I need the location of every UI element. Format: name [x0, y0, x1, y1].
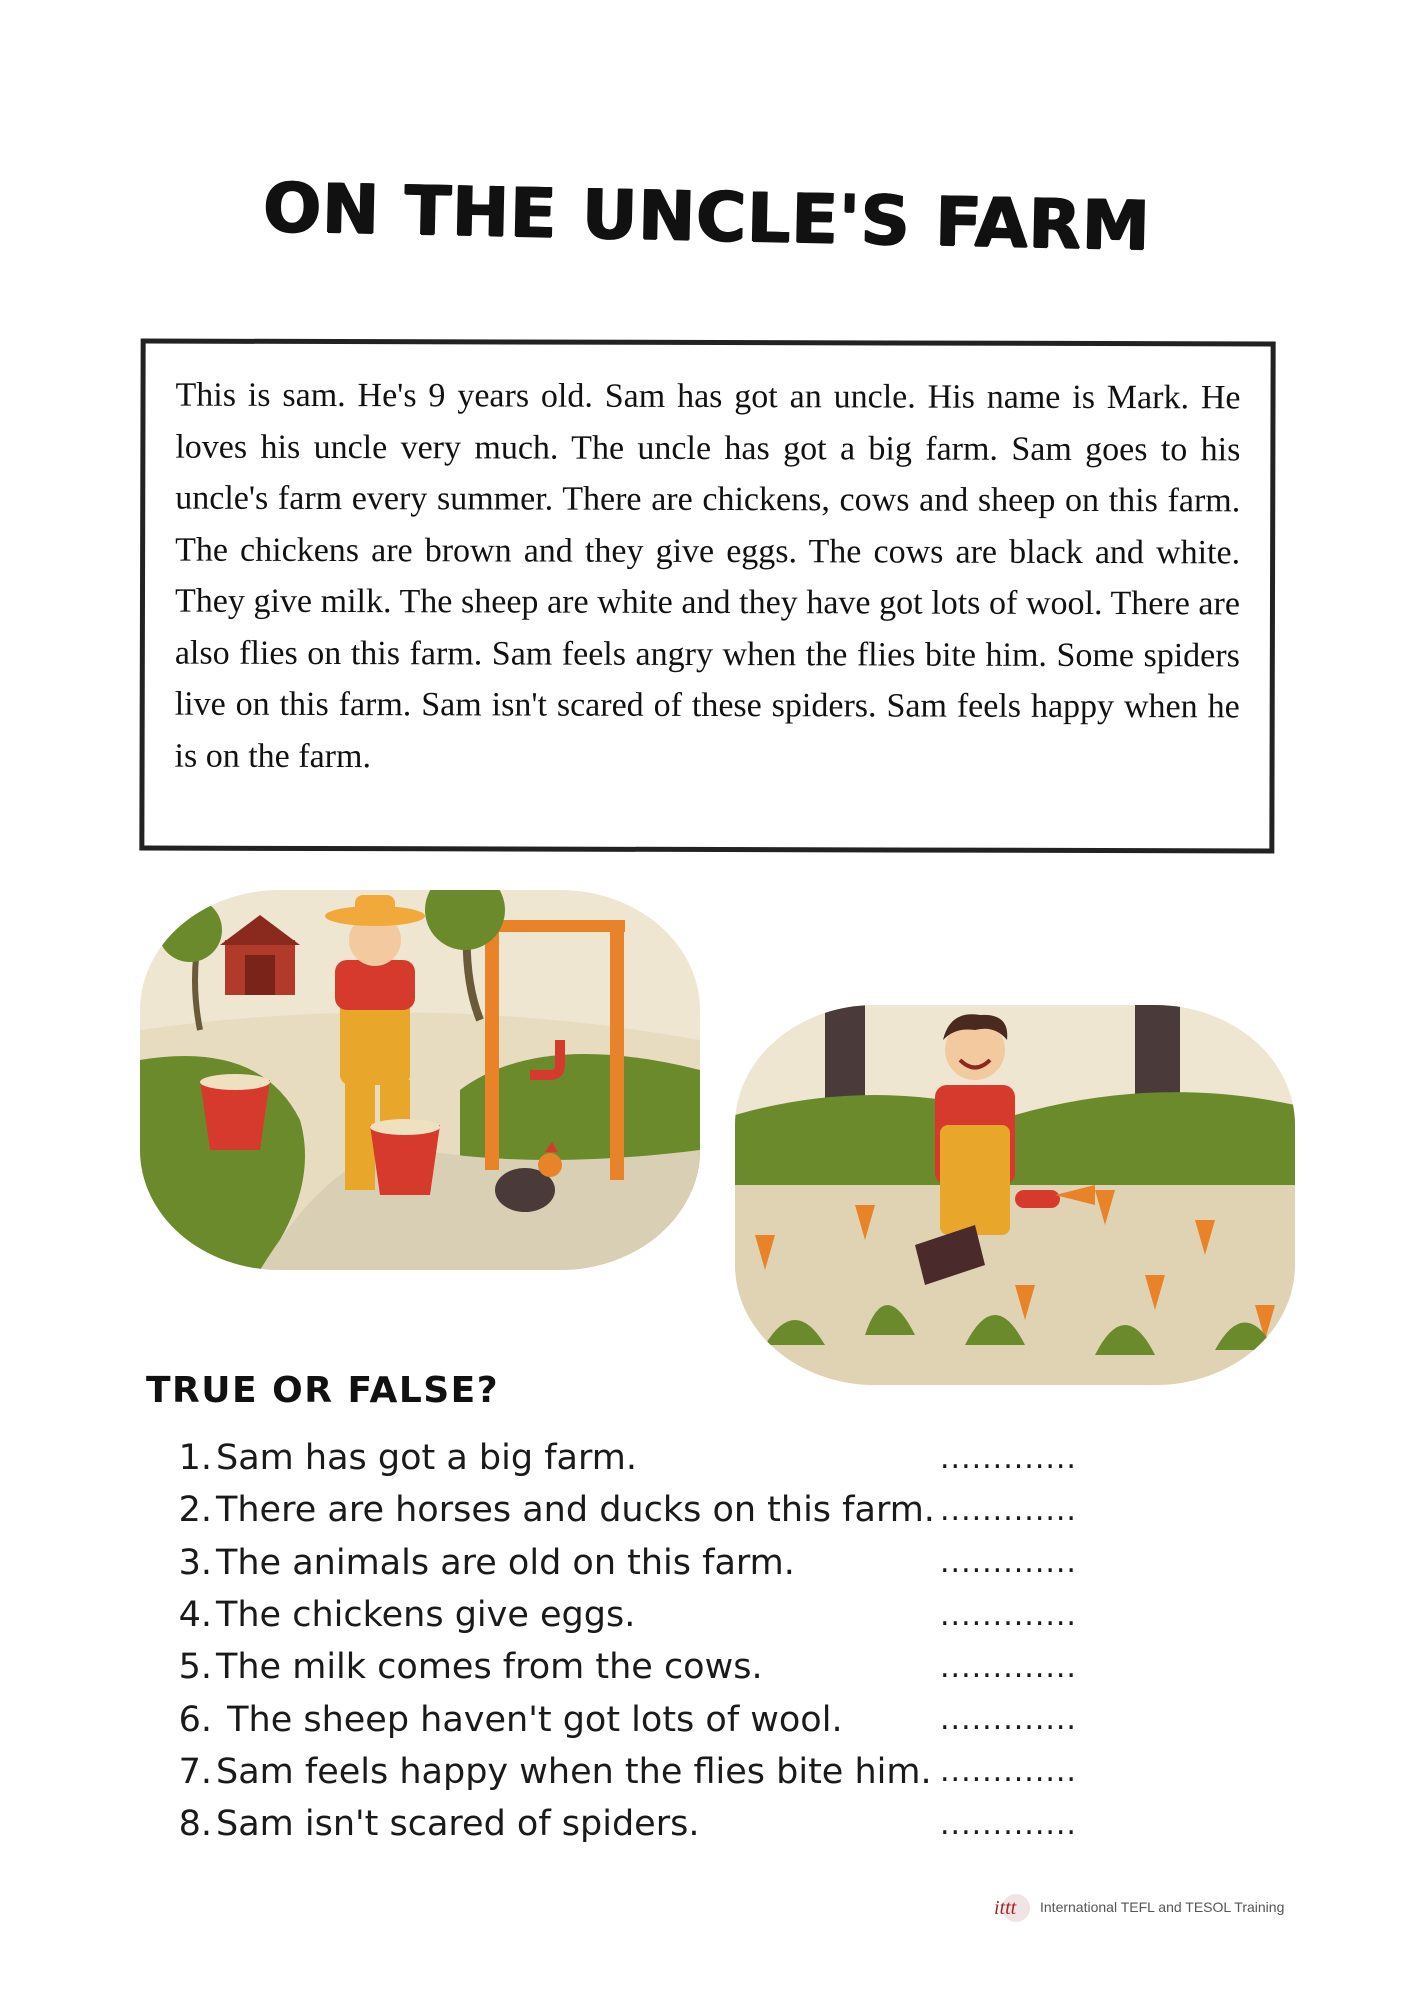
question-item — [170, 1693, 1090, 1745]
question-number: 8. — [178, 1804, 212, 1845]
logo-text: ittt — [994, 1897, 1017, 1919]
story-text: This is sam. He's 9 years old. Sam has got an uncle. His name is Mark. He loves his uncle very much. The uncle has got a big farm. Sam goes to his uncle's farm every summer. There are chickens, cows and sheep on this farm. The chickens are brown and they give eggs. The cows are black and white. They give milk. The sheep are white and they have got lots of wool. There are also flies on this farm. Sam feels angry when the flies bite him. Some spiders live on this farm. Sam isn't scared of these spiders. Sam feels happy when he is on the farm. — [174, 376, 1241, 775]
answer-blank[interactable]: ............. — [940, 1754, 1077, 1790]
question-item — [170, 1589, 1090, 1641]
question-number: 2. — [178, 1490, 212, 1531]
page-title: ON THE UNCLE'S FARM — [262, 168, 1152, 267]
footer-branding — [990, 1890, 1284, 1924]
question-text: The animals are old on this farm. — [216, 1542, 795, 1583]
answer-blank[interactable]: ............. — [940, 1702, 1077, 1738]
story-box — [139, 339, 1275, 854]
ittt-logo-icon — [990, 1890, 1034, 1924]
question-number: 4. — [178, 1595, 212, 1636]
question-item — [170, 1432, 1090, 1484]
question-number: 5. — [178, 1647, 212, 1688]
question-text: The milk comes from the cows. — [216, 1647, 763, 1688]
quiz-heading: TRUE OR FALSE? — [146, 1370, 500, 1411]
question-text: The sheep haven't got lots of wool. — [216, 1699, 843, 1740]
farm-boy-carrots-illustration — [735, 1005, 1295, 1385]
question-text: Sam has got a big farm. — [216, 1438, 637, 1479]
question-item — [170, 1641, 1090, 1693]
question-text: The chickens give eggs. — [216, 1595, 636, 1636]
answer-blank[interactable]: ............. — [940, 1545, 1077, 1581]
answer-blank[interactable]: ............. — [940, 1806, 1077, 1842]
question-number: 7. — [178, 1751, 212, 1792]
question-item — [170, 1484, 1090, 1536]
question-list — [170, 1432, 1090, 1850]
question-number: 3. — [178, 1542, 212, 1583]
question-text: Sam feels happy when the flies bite him. — [216, 1751, 932, 1792]
question-text: Sam isn't scared of spiders. — [216, 1804, 700, 1845]
answer-blank[interactable]: ............. — [940, 1440, 1077, 1476]
question-text: There are horses and ducks on this farm. — [216, 1490, 935, 1531]
question-item — [170, 1537, 1090, 1589]
answer-blank[interactable]: ............. — [940, 1492, 1077, 1528]
question-item — [170, 1746, 1090, 1798]
question-item — [170, 1798, 1090, 1850]
answer-blank[interactable]: ............. — [940, 1597, 1077, 1633]
question-number: 1. — [178, 1438, 212, 1479]
question-number: 6. — [178, 1699, 212, 1740]
answer-blank[interactable]: ............. — [940, 1649, 1077, 1685]
footer-label: International TEFL and TESOL Training — [1040, 1899, 1285, 1915]
farm-boy-buckets-illustration — [140, 890, 700, 1270]
